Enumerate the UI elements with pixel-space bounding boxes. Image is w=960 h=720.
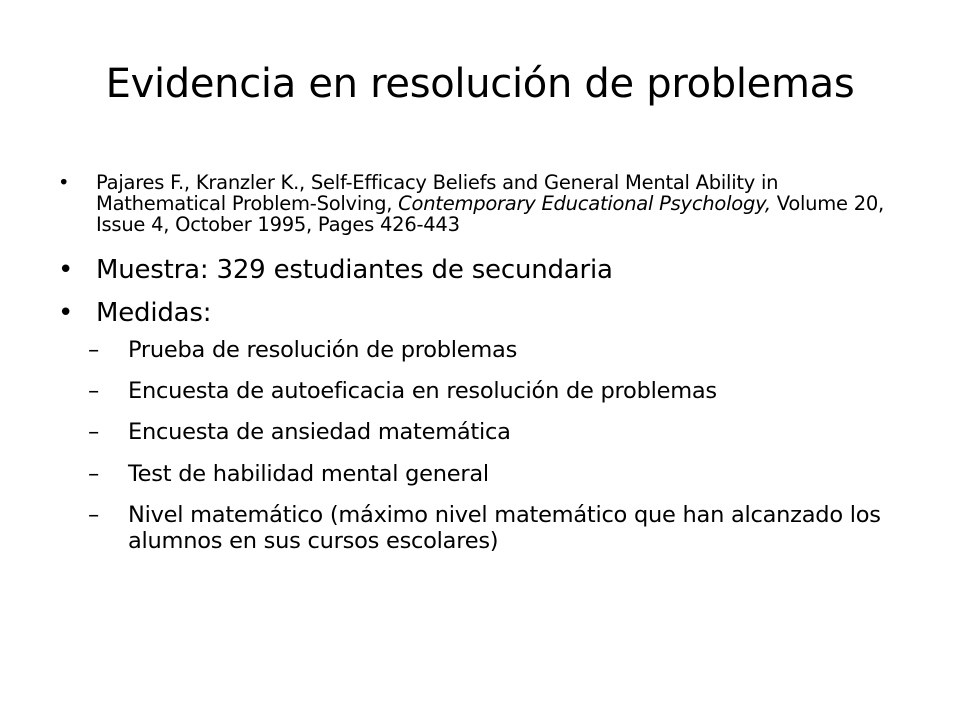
measure-item	[88, 379, 908, 404]
measure-item	[88, 503, 908, 554]
sample-bullet	[58, 255, 908, 286]
dash-icon: –	[88, 419, 99, 446]
bullet-icon: •	[58, 255, 74, 286]
slide-content	[58, 172, 908, 570]
measure-item	[88, 462, 908, 487]
reference-details: Volume 20, Issue 4, October 1995, Pages 426-443	[96, 192, 884, 237]
dash-icon: –	[88, 377, 99, 404]
measure-item	[88, 420, 908, 445]
measure-item-text: Prueba de resolución de problemas	[128, 336, 518, 363]
measure-item-text: Encuesta de autoeficacia en resolución de problemas	[128, 377, 717, 404]
sample-text: Muestra: 329 estudiantes de secundaria	[96, 255, 613, 286]
measure-item	[88, 338, 908, 363]
bullet-icon: •	[58, 298, 74, 329]
slide-title: Evidencia en resolución de problemas	[105, 61, 855, 107]
reference-authors-title: Pajares F., Kranzler K., Self-Efficacy Beliefs and General Mental Ability in Mathematical Problem-Solving,	[96, 171, 779, 216]
bullet-icon: •	[58, 171, 70, 194]
dash-icon: –	[88, 460, 99, 487]
measure-item-text: Nivel matemático (máximo nivel matemático que han alcanzado los alumnos en sus cursos escolares)	[128, 502, 881, 554]
reference-bullet	[58, 172, 908, 235]
dash-icon: –	[88, 502, 99, 529]
dash-icon: –	[88, 336, 99, 363]
measures-list	[88, 338, 908, 555]
measure-item-text: Encuesta de ansiedad matemática	[128, 419, 511, 446]
measures-label: Medidas:	[96, 298, 212, 329]
measure-item-text: Test de habilidad mental general	[128, 460, 489, 487]
bullet-list	[58, 172, 908, 554]
reference-journal: Contemporary Educational Psychology,	[398, 192, 771, 216]
measures-bullet	[58, 298, 908, 554]
